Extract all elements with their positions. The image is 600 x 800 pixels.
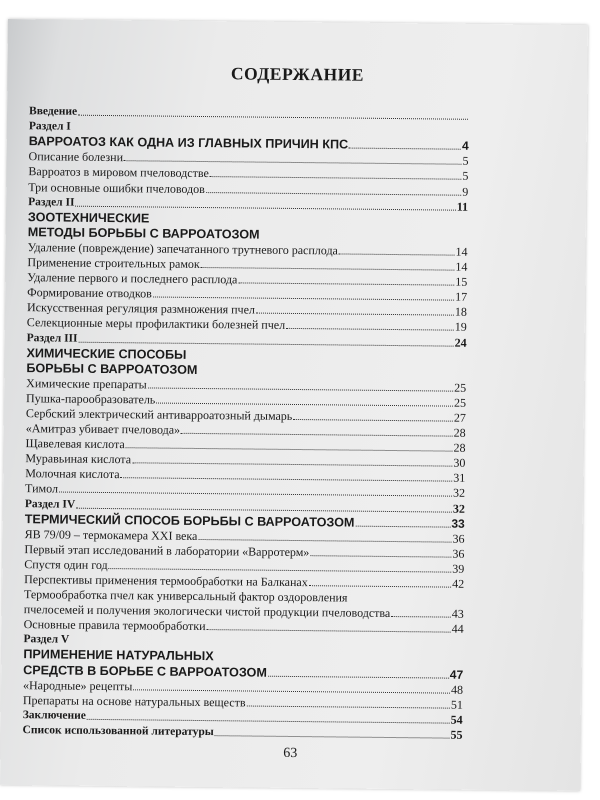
dot-leader — [309, 584, 451, 587]
toc-entry-title: Удаление (повреждение) запечатанного трутневого расплода — [27, 240, 338, 258]
toc-entry-page: 14 — [455, 244, 468, 259]
toc-entry-title: Щавелевая кислота — [25, 436, 125, 452]
toc-entry-page: 28 — [453, 440, 466, 455]
toc-entry-title: Раздел IV — [24, 497, 76, 511]
toc-entry-page: 17 — [455, 289, 468, 305]
page-number: 63 — [283, 745, 298, 762]
toc-entry-page: 5 — [462, 169, 469, 184]
toc-entry-title: «Народные» рецепты — [22, 677, 133, 693]
toc-entry-title: Введение — [28, 105, 78, 118]
toc-entry-title: Спустя один год — [24, 557, 108, 572]
toc-entry-title: Удаление первого и последнего расплода — [27, 270, 238, 287]
dot-leader — [391, 615, 451, 618]
toc-entry-title: Химические препараты — [26, 375, 147, 392]
toc-entry-title: ПРИМЕНЕНИЕ НАТУРАЛЬНЫХ — [23, 647, 214, 664]
dot-leader — [201, 266, 455, 271]
toc-entry-title: Селекционные меры профилактики болезней пчел — [26, 315, 286, 333]
dot-leader — [349, 147, 461, 150]
toc-entry-page: 33 — [451, 516, 465, 531]
toc-entry-page: 5 — [462, 154, 469, 169]
toc-entry-page: 55 — [450, 727, 463, 742]
toc-entry-title: БОРЬБЫ С ВАРРОАТОЗОМ — [26, 360, 198, 377]
toc-entry-title: МЕТОДЫ БОРЬБЫ С ВАРРОАТОЗОМ — [27, 225, 260, 242]
page-title: СОДЕРЖАНИЕ — [230, 63, 365, 85]
dot-leader — [153, 296, 454, 301]
book-page — [0, 19, 588, 791]
dot-leader — [286, 327, 454, 331]
toc-entry-page: 27 — [453, 410, 466, 425]
dot-leader — [293, 418, 453, 422]
dot-leader — [256, 312, 454, 316]
toc-entry-page: 9 — [462, 184, 469, 199]
dot-leader — [198, 538, 451, 543]
toc-entry-page: 30 — [453, 455, 466, 471]
dot-leader — [268, 674, 449, 678]
toc-entry-title: ВАРРОАТОЗ КАК ОДНА ИЗ ГЛАВНЫХ ПРИЧИН КПС — [28, 134, 349, 152]
toc-entry-title: Перспективы применения термообработки на Балканах — [24, 572, 308, 590]
toc-entry-page: 47 — [449, 667, 464, 682]
toc-entry-page: 25 — [453, 395, 467, 410]
toc-entry-page: 15 — [455, 274, 468, 289]
toc-entry-page: 43 — [451, 606, 464, 621]
toc-entry-page: 44 — [451, 621, 464, 637]
toc-entry-page: 42 — [452, 576, 465, 591]
toc-entry-title: Заключение — [22, 708, 86, 722]
toc-entry-page: 24 — [454, 335, 467, 350]
toc-entry-title: Применение строительных рамок — [27, 255, 200, 272]
toc-entry-title: Основные правила термообработки — [23, 617, 206, 634]
toc-entry-title: Первый этап исследований в лаборатории «Варротерм» — [24, 541, 310, 559]
dot-leader — [210, 176, 462, 181]
dot-leader — [156, 401, 453, 406]
toc-entry-title: Муравьиная кислота — [25, 451, 132, 467]
table-of-contents — [22, 103, 469, 742]
toc-entry-page: 4 — [461, 139, 469, 154]
toc-entry-page: 39 — [452, 561, 465, 576]
dot-leader — [207, 628, 451, 633]
toc-entry-title: Тимол — [25, 481, 59, 496]
toc-entry-title: Формирование отводков — [27, 285, 152, 301]
dot-leader — [206, 191, 461, 196]
dot-leader — [148, 386, 454, 391]
dot-leader — [339, 252, 455, 255]
toc-entry-title: Раздел II — [28, 195, 75, 209]
toc-entry-page: 51 — [450, 697, 463, 712]
toc-entry-page: 18 — [454, 304, 468, 320]
toc-entry-title: пчелосемей и получения экологически чистой продукции пчеловодства — [23, 602, 391, 621]
dot-leader — [181, 432, 453, 437]
toc-entry-title: Раздел III — [26, 331, 78, 345]
toc-entry — [22, 722, 462, 742]
toc-entry-title: Раздел V — [23, 633, 70, 647]
toc-entry-title: СРЕДСТВ В БОРЬБЕ С ВАРРОАТОЗОМ — [23, 662, 267, 680]
toc-entry-title: ТЕРМИЧЕСКИЙ СПОСОБ БОРЬБЫ С ВАРРОАТОЗОМ — [24, 511, 355, 530]
toc-entry-title: Термообработка пчел как универсальный фактор оздоровления — [23, 587, 348, 605]
toc-entry-title: Список использованной литературы — [22, 724, 214, 739]
toc-entry-title: Препараты на основе натуральных веществ — [22, 692, 246, 710]
toc-entry-title: ХИМИЧЕСКИЕ СПОСОБЫ — [26, 345, 187, 362]
toc-entry-page: 14 — [455, 259, 468, 274]
toc-entry-page: 32 — [452, 501, 465, 516]
dot-leader — [247, 704, 450, 708]
toc-entry-page: 11 — [456, 199, 469, 214]
toc-entry-title: ЗООТЕХНИЧЕСКИЕ — [27, 209, 150, 226]
dot-leader — [238, 282, 454, 286]
toc-entry-title: Сербский электрический антиварроатозный дымарь — [25, 406, 293, 423]
toc-entry-title: Раздел I — [28, 120, 71, 133]
dot-leader — [355, 524, 450, 527]
toc-entry-title: Три основные ошибки пчеловодов — [28, 179, 205, 196]
dot-leader — [215, 734, 450, 738]
toc-entry-title: Описание болезни — [28, 149, 124, 165]
toc-entry-page: 48 — [450, 682, 464, 697]
toc-entry-page: 31 — [453, 470, 466, 486]
toc-entry-page: 19 — [454, 320, 467, 335]
toc-entry-title: ЯВ 79/09 – термокамера XXI века — [24, 526, 198, 543]
toc-entry-page: 36 — [452, 531, 465, 546]
toc-entry-title: «Амитраз убивает пчеловода» — [25, 421, 181, 437]
toc-entry-page: 32 — [453, 486, 466, 501]
toc-entry-page: 36 — [452, 546, 465, 561]
dot-leader — [310, 554, 451, 557]
toc-entry-title: Искусственная регуляция размножения пчел — [26, 300, 256, 317]
toc-entry-title: Варроатоз в мировом пчеловодстве — [28, 164, 209, 181]
toc-entry-title: Молочная кислота — [25, 466, 120, 482]
toc-entry-page: 28 — [453, 425, 466, 440]
toc-entry-page: 54 — [450, 712, 463, 727]
toc-entry-page: 25 — [454, 380, 467, 395]
toc-entry-title: Пушка-парообразователь — [25, 391, 156, 407]
